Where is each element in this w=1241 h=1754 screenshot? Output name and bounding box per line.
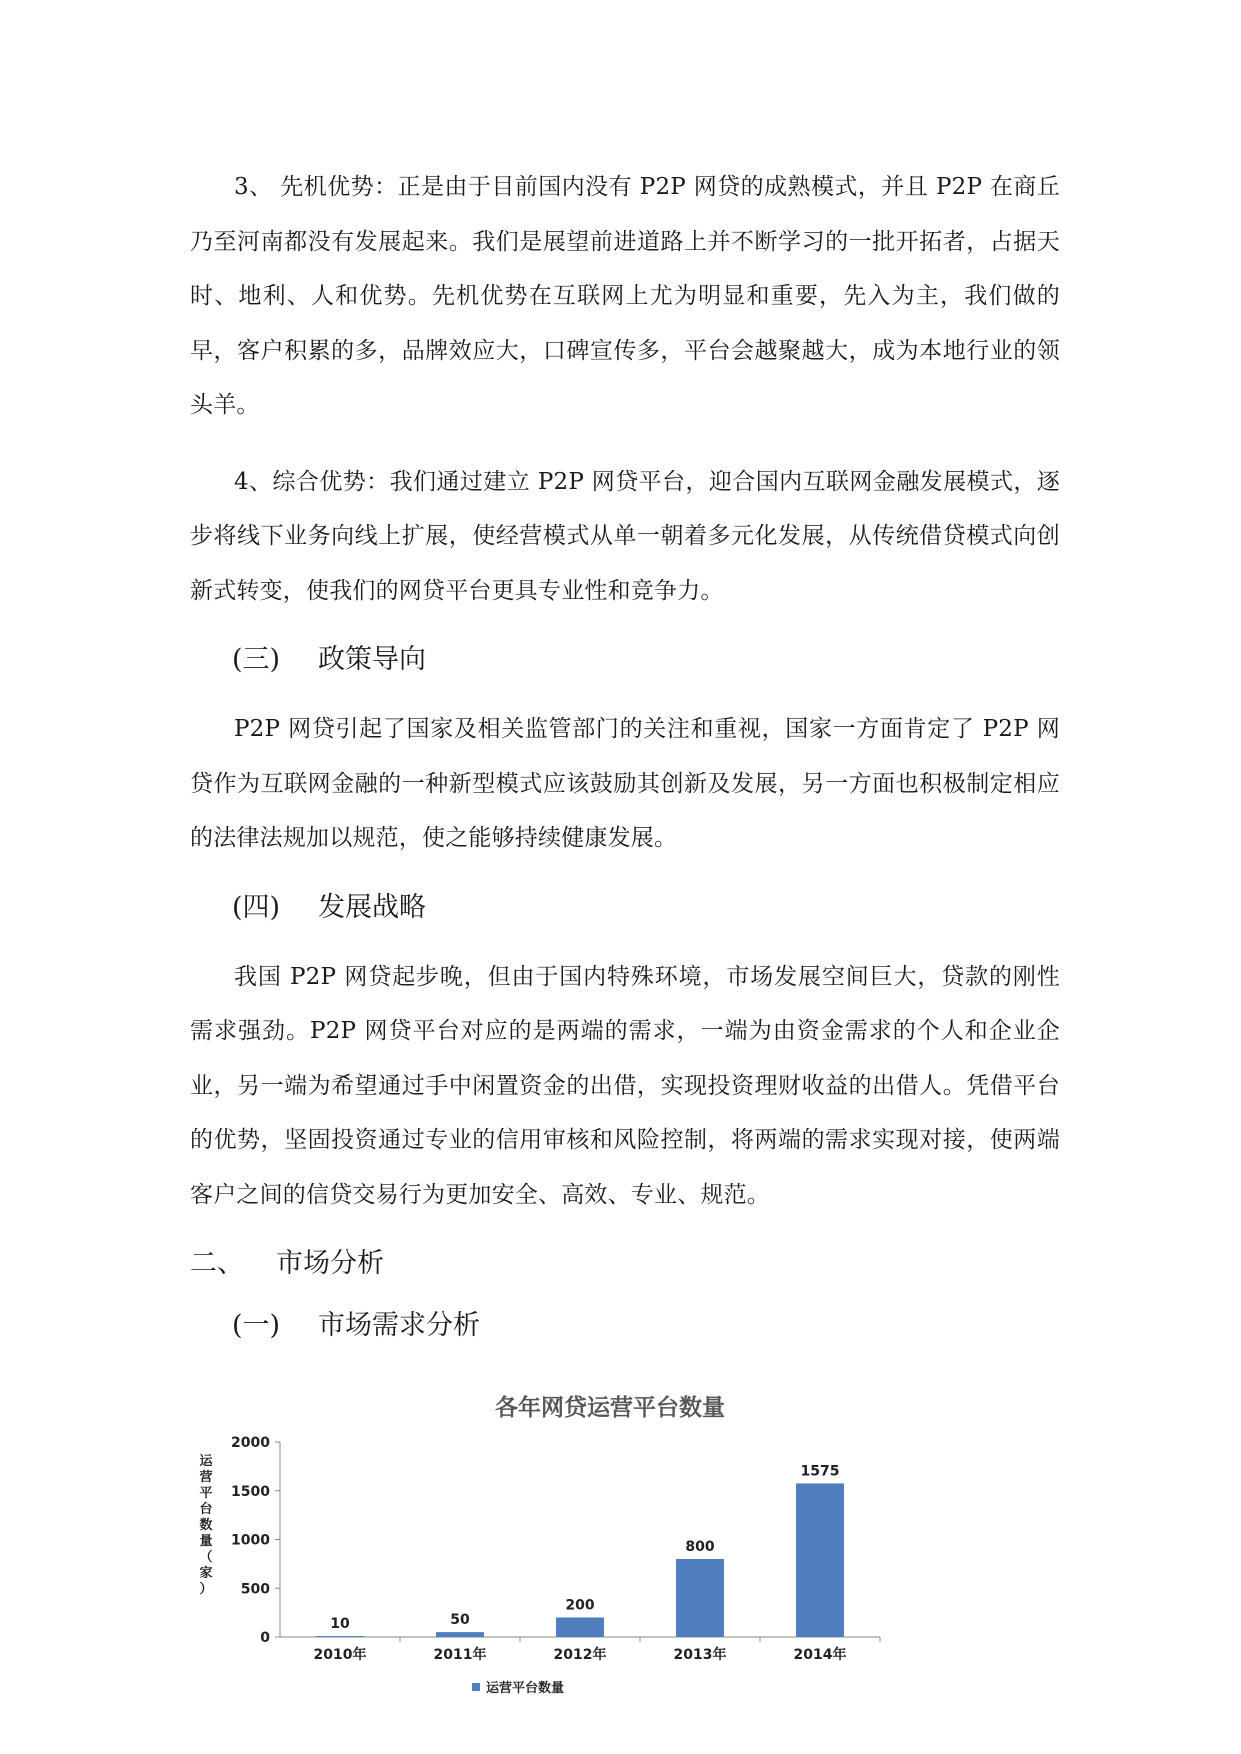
bar-data-label: 50 — [450, 1612, 470, 1629]
document-page — [190, 160, 1060, 1368]
x-tick-label: 2014年 — [793, 1647, 847, 1663]
y-tick-label: 1000 — [231, 1532, 270, 1549]
y-tick-label: 0 — [260, 1630, 270, 1646]
y-axis-label-char: 平 — [199, 1486, 213, 1501]
y-axis-label-char: 台 — [199, 1502, 213, 1517]
y-tick-label: 2000 — [231, 1435, 270, 1451]
heading-text: 市场分析 — [276, 1248, 384, 1279]
heading-market-analysis — [190, 1244, 1060, 1284]
bar-data-label: 1575 — [800, 1463, 840, 1480]
bar — [316, 1636, 364, 1637]
y-axis-label-char: 运 — [199, 1454, 213, 1469]
bar-data-label: 800 — [685, 1539, 715, 1555]
bar — [436, 1632, 484, 1637]
y-axis-label-char: （ — [199, 1550, 213, 1565]
heading-strategy — [190, 888, 1060, 928]
bar-data-label: 200 — [565, 1597, 595, 1614]
y-axis-label-char: 营 — [199, 1470, 213, 1485]
legend-swatch — [472, 1683, 480, 1691]
heading-number: (一) — [232, 1310, 281, 1341]
bar-data-label: 10 — [330, 1616, 350, 1633]
chart-title: 各年网贷运营平台数量 — [495, 1395, 725, 1421]
heading-number: 二、 — [190, 1248, 244, 1279]
y-tick-label: 1500 — [231, 1483, 270, 1500]
bar-chart — [199, 1385, 1010, 1705]
heading-text: 政策导向 — [318, 644, 426, 675]
chart-legend — [472, 1680, 564, 1696]
paragraph-first-mover-advantage: 3、 先机优势：正是由于目前国内没有 P2P 网贷的成熟模式，并且 P2P 在商丘乃至河南都没有发展起来。我们是展望前进道路上并不断学习的一批开拓者，占据天时、地利、人和优势。先机优势在互联网上尤为明显和重要，先入为主，我们做的早，客户积累的多，品牌效应大，口碑宣传多，平台会越聚越大，成为本地行业的领头羊。 — [190, 174, 1060, 418]
chart-bars — [316, 1463, 844, 1637]
y-axis-label — [199, 1453, 213, 1597]
bar — [676, 1559, 724, 1637]
y-axis-label-char: 量 — [199, 1534, 213, 1549]
heading-policy — [190, 640, 1060, 680]
x-tick-label: 2011年 — [433, 1647, 487, 1663]
heading-text: 市场需求分析 — [318, 1310, 480, 1341]
bar — [796, 1483, 844, 1637]
paragraph-strategy: 我国 P2P 网贷起步晚，但由于国内特殊环境，市场发展空间巨大，贷款的刚性需求强劲。P2P 网贷平台对应的是两端的需求，一端为由资金需求的个人和企业企业，另一端为希望通过手中闲置资金的出借，实现投资理财收益的出借人。凭借平台的优势，坚固投资通过专业的信用审核和风险控制，将两端的需求实现对接，使两端客户之间的信贷交易行为更加安全、高效、专业、规范。 — [190, 963, 1060, 1208]
paragraph-comprehensive-advantage: 4、综合优势：我们通过建立 P2P 网贷平台，迎合国内互联网金融发展模式，逐步将线下业务向线上扩展，使经营模式从单一朝着多元化发展，从传统借贷模式向创新式转变，使我们的网贷平台更具专业性和竞争力。 — [190, 468, 1060, 604]
heading-text: 发展战略 — [318, 891, 426, 923]
bar — [556, 1618, 604, 1638]
heading-number: (三) — [232, 644, 281, 675]
heading-market-demand — [190, 1306, 1060, 1346]
x-tick-label: 2010年 — [313, 1647, 367, 1663]
legend-label: 运营平台数量 — [486, 1681, 565, 1696]
y-tick-label: 500 — [240, 1581, 270, 1598]
x-axis-ticks — [314, 1637, 880, 1663]
y-axis-label-char: 家 — [199, 1566, 213, 1581]
x-tick-label: 2013年 — [673, 1647, 727, 1663]
y-axis-label-char: 数 — [199, 1518, 213, 1533]
x-tick-label: 2012年 — [553, 1647, 607, 1663]
heading-number: (四) — [232, 891, 281, 923]
y-axis-label-char: ） — [199, 1582, 213, 1597]
paragraph-policy: P2P 网贷引起了国家及相关监管部门的关注和重视，国家一方面肯定了 P2P 网贷作为互联网金融的一种新型模式应该鼓励其创新及发展，另一方面也积极制定相应的法律法规加以规范，使之能够持续健康发展。 — [190, 716, 1060, 851]
y-axis-ticks — [231, 1435, 280, 1646]
